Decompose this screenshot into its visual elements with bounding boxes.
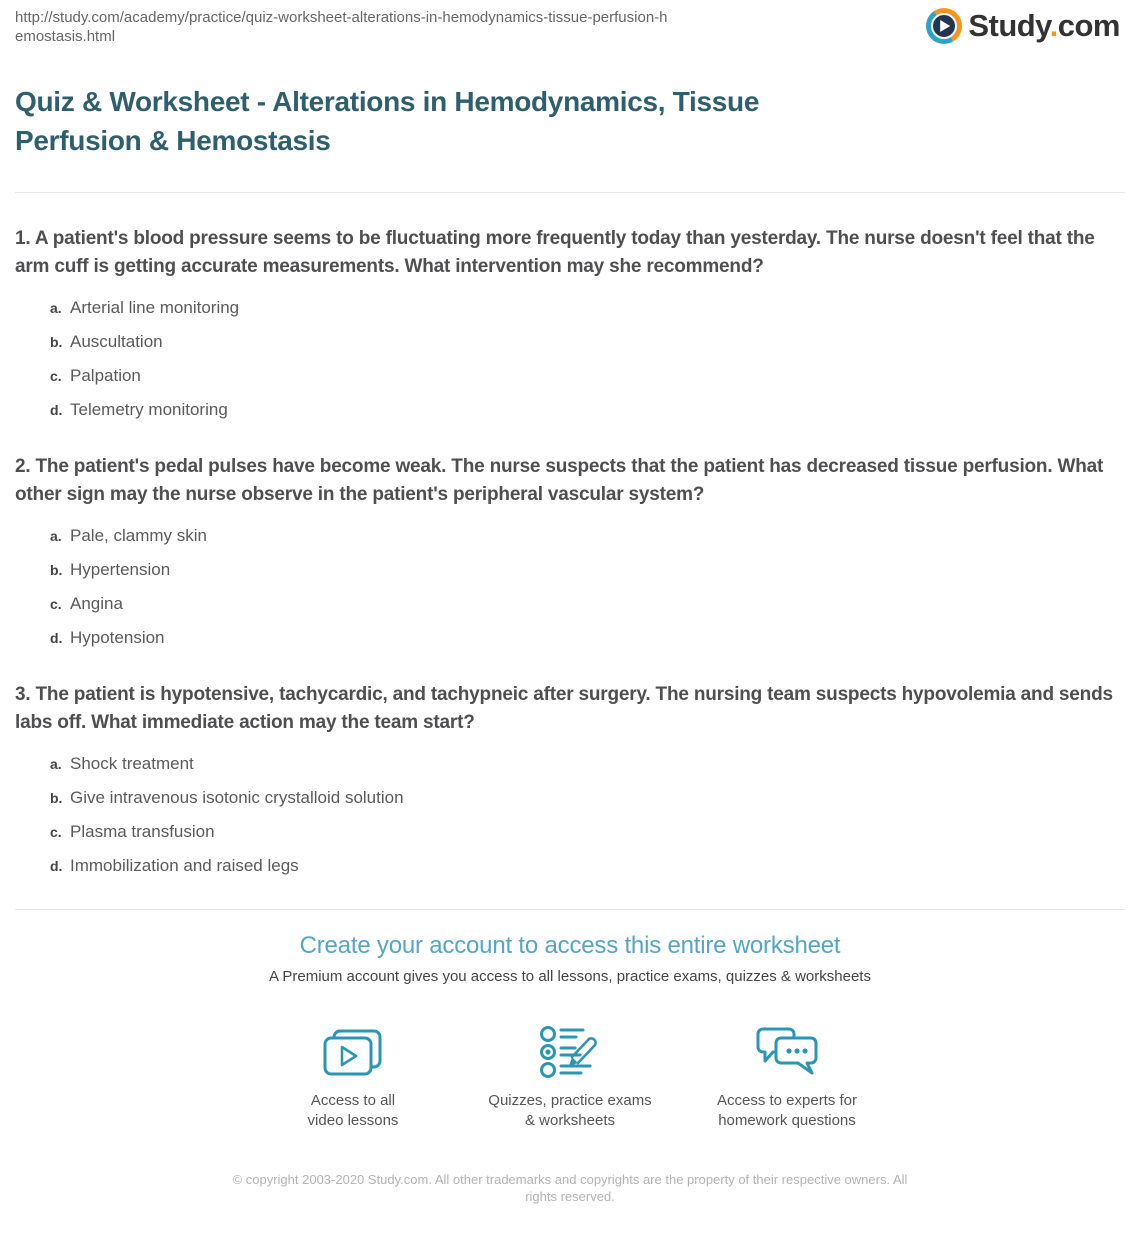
studycom-logo-text	[968, 8, 1120, 44]
feature-label	[462, 1091, 679, 1131]
feature-label	[679, 1091, 896, 1131]
choice-text: Arterial line monitoring	[70, 298, 240, 317]
top-divider	[15, 192, 1125, 193]
feature-label-line1: Access to all	[310, 1092, 396, 1109]
choice-text: Telemetry monitoring	[70, 400, 228, 419]
create-account-link[interactable]: Create your account to access this entire worksheet	[299, 932, 841, 959]
question-1-choices	[35, 297, 1125, 421]
choice-row	[35, 593, 1125, 615]
choice-text: Angina	[70, 594, 123, 613]
choice-letter: a.	[50, 528, 62, 544]
choice-text: Hypertension	[70, 560, 171, 579]
choice-row	[35, 821, 1125, 843]
quiz-worksheets-icon	[462, 1019, 679, 1081]
feature-label	[245, 1091, 462, 1131]
premium-subheading: A Premium account gives you access to all lessons, practice exams, quizzes & worksheets	[269, 968, 871, 985]
choice-text: Immobilization and raised legs	[70, 856, 299, 875]
choice-letter: d.	[50, 402, 63, 418]
question-2-choices	[35, 525, 1125, 649]
experts-chat-icon	[679, 1019, 896, 1081]
choice-letter: d.	[50, 630, 63, 646]
choice-text: Hypotension	[70, 628, 165, 647]
logo-dot: .	[1049, 8, 1058, 43]
choice-letter: a.	[50, 300, 62, 316]
choice-row	[35, 627, 1125, 649]
choice-row	[35, 855, 1125, 877]
question-3-choices	[35, 753, 1125, 877]
logo-com: com	[1057, 8, 1120, 43]
choice-letter: b.	[50, 334, 63, 350]
page-url: http://study.com/academy/practice/quiz-worksheet-alterations-in-hemodynamics-tissue-perfusion-hemostasis.html	[15, 9, 668, 45]
choice-text: Pale, clammy skin	[70, 526, 207, 545]
choice-row	[35, 787, 1125, 809]
choice-row	[35, 399, 1125, 421]
studycom-logo[interactable]	[926, 8, 1120, 44]
features-row	[0, 1019, 1140, 1131]
feature-video-lessons	[245, 1019, 462, 1131]
choice-letter: c.	[50, 368, 62, 384]
choice-letter: a.	[50, 756, 62, 772]
choice-text: Plasma transfusion	[70, 822, 215, 841]
question-1	[15, 225, 1125, 421]
choice-row	[35, 525, 1125, 547]
question-3	[15, 681, 1125, 877]
copyright-notice: © copyright 2003-2020 Study.com. All other trademarks and copyrights are the property of their respective owners. All rights reserved.	[232, 1172, 908, 1204]
logo-study: Study	[968, 8, 1050, 43]
choice-row	[35, 559, 1125, 581]
cta-divider	[15, 909, 1125, 910]
choice-letter: b.	[50, 790, 63, 806]
feature-quizzes-worksheets	[462, 1019, 679, 1131]
question-2	[15, 453, 1125, 649]
choice-row	[35, 331, 1125, 353]
feature-label-line1: Quizzes, practice exams	[488, 1092, 652, 1109]
choice-text: Palpation	[70, 366, 141, 385]
choice-letter: c.	[50, 824, 62, 840]
feature-label-line2: & worksheets	[524, 1112, 616, 1129]
feature-label-line2: video lessons	[307, 1112, 399, 1129]
feature-label-line1: Access to experts for	[716, 1092, 858, 1109]
play-icon	[941, 20, 951, 32]
page-header	[0, 0, 1140, 56]
page-title: Quiz & Worksheet - Alterations in Hemodynamics, Tissue Perfusion & Hemostasis	[15, 86, 760, 156]
choice-text: Give intravenous isotonic crystalloid solution	[70, 788, 404, 807]
question-1-text: 1. A patient's blood pressure seems to be fluctuating more frequently today than yesterday. The nurse doesn't feel that the arm cuff is getting accurate measurements. What intervention may she recommend?	[15, 228, 1095, 277]
video-lessons-icon	[245, 1019, 462, 1081]
question-3-text: 3. The patient is hypotensive, tachycardic, and tachypneic after surgery. The nursing team suspects hypovolemia and sends labs off. What immediate action may the team start?	[15, 684, 1113, 733]
choice-text: Auscultation	[70, 332, 163, 351]
choice-text: Shock treatment	[70, 754, 194, 773]
cta-section	[0, 932, 1140, 985]
choice-letter: d.	[50, 858, 63, 874]
feature-experts-chat	[679, 1019, 896, 1131]
choice-row	[35, 365, 1125, 387]
choice-row	[35, 753, 1125, 775]
choice-letter: b.	[50, 562, 63, 578]
choice-row	[35, 297, 1125, 319]
question-2-text: 2. The patient's pedal pulses have become weak. The nurse suspects that the patient has decreased tissue perfusion. What other sign may the nurse observe in the patient's peripheral vascular system?	[15, 456, 1104, 505]
choice-letter: c.	[50, 596, 62, 612]
studycom-logo-icon	[926, 8, 962, 44]
feature-label-line2: homework questions	[718, 1112, 856, 1129]
